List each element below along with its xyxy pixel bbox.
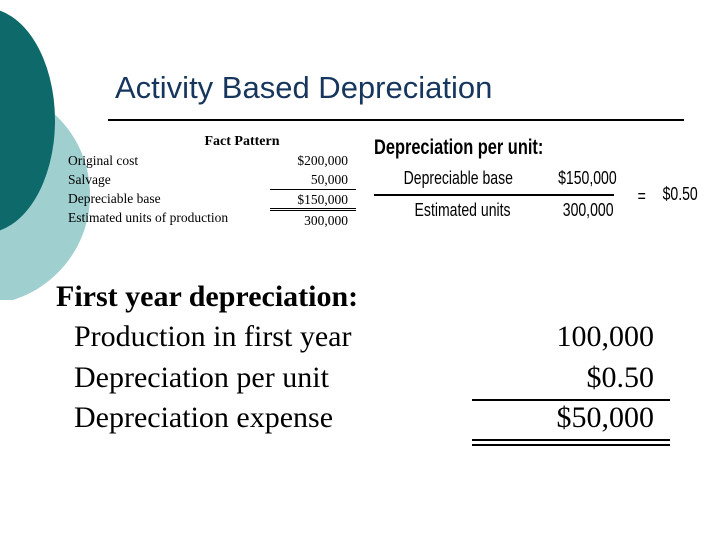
first-year-value-production: 100,000 xyxy=(556,320,654,353)
dpu-denominator-label: Estimated units xyxy=(414,200,511,220)
title-underline xyxy=(108,119,684,121)
fact-label: Salvage xyxy=(68,172,111,187)
dpu-heading: Depreciation per unit: xyxy=(374,136,544,159)
fraction-bar xyxy=(374,194,614,196)
dpu-numerator-value: $150,000 xyxy=(558,168,617,188)
first-year-label-production: Production in first year xyxy=(74,320,352,353)
depreciation-per-unit-formula xyxy=(374,136,698,220)
fact-row-original-cost xyxy=(68,151,356,170)
fact-value: $200,000 xyxy=(297,153,348,168)
slide-title: Activity Based Depreciation xyxy=(115,70,493,105)
dpu-equals-sign: = xyxy=(637,186,646,206)
fact-label: Depreciable base xyxy=(68,191,161,206)
fact-label: Original cost xyxy=(68,153,139,168)
dpu-result: $0.50 xyxy=(662,184,698,204)
dpu-numerator-label: Depreciable base xyxy=(403,168,513,188)
fact-row-estimated-units xyxy=(68,208,356,227)
fact-value: $150,000 xyxy=(270,189,356,208)
fact-pattern-heading: Fact Pattern xyxy=(204,134,280,149)
fact-pattern-table xyxy=(68,134,356,227)
total-double-rule-top xyxy=(472,439,670,441)
dpu-denominator-value: 300,000 xyxy=(562,200,614,220)
first-year-label-expense: Depreciation expense xyxy=(74,401,334,434)
first-year-label-rate: Depreciation per unit xyxy=(74,361,329,394)
fact-row-depreciable-base xyxy=(68,189,356,208)
first-year-heading: First year depreciation: xyxy=(56,280,359,313)
fact-value: 300,000 xyxy=(270,208,356,227)
first-year-value-expense: $50,000 xyxy=(556,401,654,434)
total-double-rule-bottom xyxy=(472,444,670,446)
fact-label: Estimated units of production xyxy=(68,210,229,225)
fact-value: 50,000 xyxy=(310,172,348,187)
first-year-value-rate: $0.50 xyxy=(586,361,654,394)
fact-row-salvage xyxy=(68,170,356,189)
